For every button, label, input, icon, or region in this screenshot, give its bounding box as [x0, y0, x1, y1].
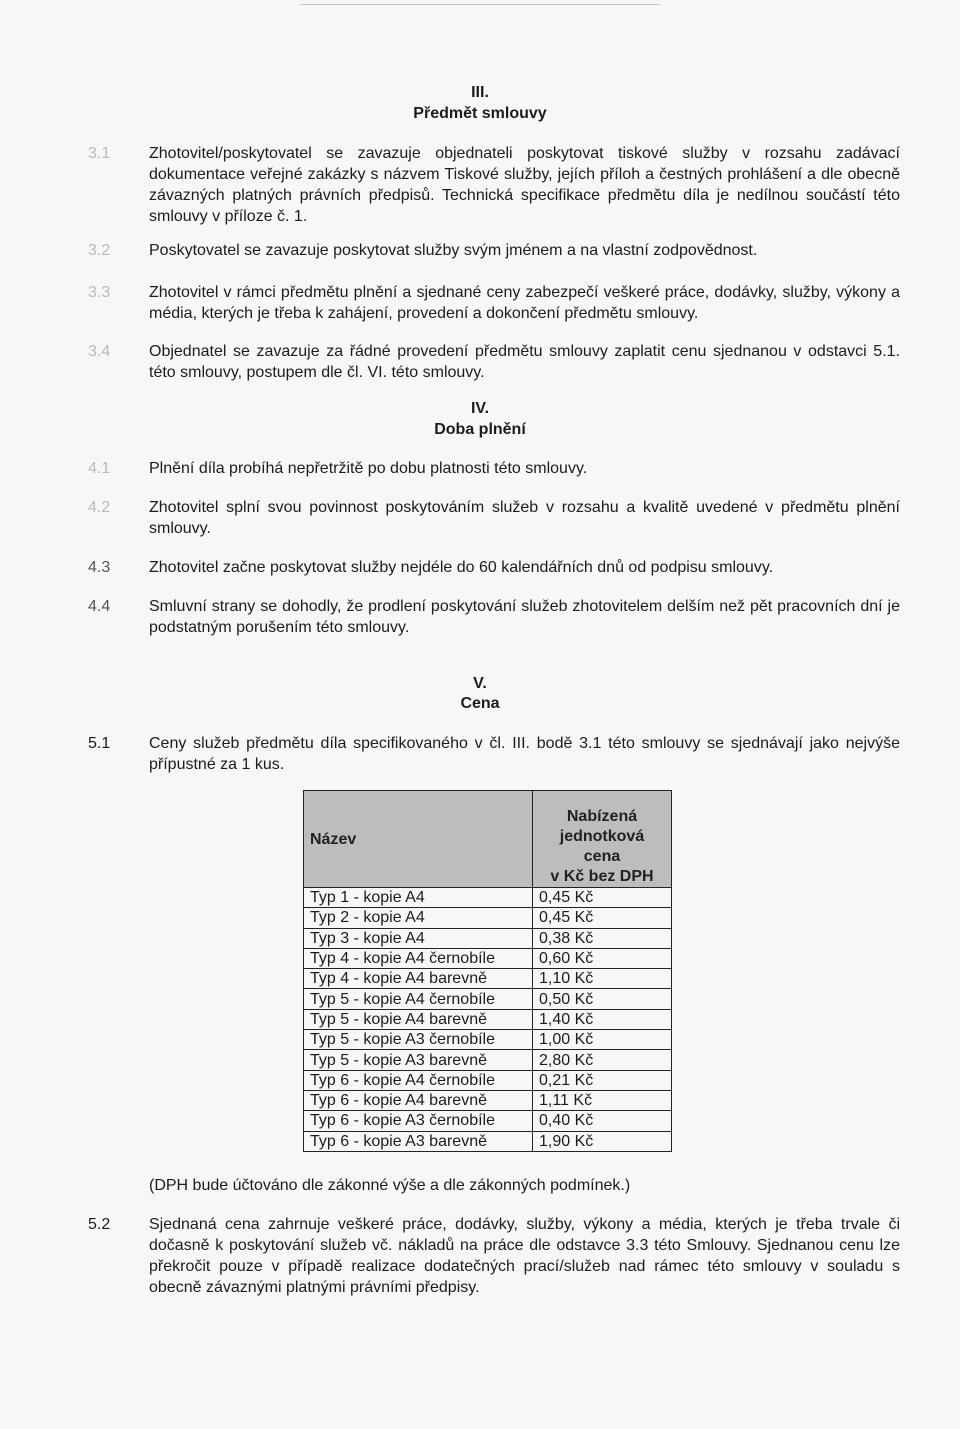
table-row — [304, 1050, 672, 1070]
clause-3-3 — [88, 282, 900, 324]
clause-4-1 — [88, 458, 900, 479]
clause-number: 3.2 — [88, 242, 111, 259]
row-price: 1,90 Kč — [533, 1131, 672, 1151]
row-name: Typ 2 - kopie A4 — [304, 908, 533, 928]
row-name: Typ 5 - kopie A3 černobíle — [304, 1030, 533, 1050]
clause-4-3 — [88, 557, 900, 578]
clause-text: Zhotovitel v rámci předmětu plnění a sjednané ceny zabezpečí veškeré práce, dodávky, služby, výkony a média, kterých je třeba k zahájení, provedení a dokončení předmětu smlouvy. — [149, 284, 900, 322]
clause-number: 4.4 — [88, 598, 111, 615]
clause-text: Zhotovitel splní svou povinnost poskytováním služeb v rozsahu a kvalitě uvedené v předmětu plnění smlouvy. — [149, 499, 900, 537]
row-name: Typ 6 - kopie A4 barevně — [304, 1090, 533, 1110]
vat-note: (DPH bude účtováno dle zákonné výše a dle zákonných podmínek.) — [149, 1177, 631, 1194]
clause-text: Plnění díla probíhá nepřetržitě po dobu platnosti této smlouvy. — [149, 460, 588, 477]
table-row — [304, 908, 672, 928]
row-name: Typ 5 - kopie A4 černobíle — [304, 989, 533, 1009]
clause-text: Sjednaná cena zahrnuje veškeré práce, dodávky, služby, výkony a média, kterých je třeba trvale či dočasně k poskytování služeb vč. nákladů na práce dle odstavce 3.3 této Smlouvy. Sjednanou cenu lze překročit pouze v případě realizace dodatečných prací/služeb nad rámec této smlouvy v souladu s obecně závaznými platnými právními předpisy. — [149, 1216, 900, 1296]
row-name: Typ 3 - kopie A4 — [304, 928, 533, 948]
header-price-line: v Kč bez DPH — [550, 868, 654, 885]
table-row — [304, 969, 672, 989]
header-price-line: Nabízená — [566, 808, 638, 825]
row-name: Typ 6 - kopie A3 barevně — [304, 1131, 533, 1151]
clause-text: Ceny služeb předmětu díla specifikovaného v čl. III. bodě 3.1 této smlouvy se sjednávají jako nejvýše přípustné za 1 kus. — [149, 735, 900, 773]
clause-5-2 — [88, 1214, 900, 1298]
clause-text: Objednatel se zavazuje za řádné provedení předmětu smlouvy zaplatit cenu sjednanou v odstavci 5.1. této smlouvy, postupem dle čl. VI. této smlouvy. — [149, 343, 900, 381]
row-price: 1,11 Kč — [533, 1090, 672, 1110]
row-price: 0,21 Kč — [533, 1070, 672, 1090]
row-price: 0,45 Kč — [533, 888, 672, 908]
header-name: Název — [304, 791, 533, 888]
clause-number: 4.1 — [88, 460, 111, 477]
table-row — [304, 1009, 672, 1029]
row-price: 0,38 Kč — [533, 928, 672, 948]
row-price: 1,10 Kč — [533, 969, 672, 989]
clause-number: 3.3 — [88, 284, 111, 301]
row-name: Typ 6 - kopie A4 černobíle — [304, 1070, 533, 1090]
header-price-line: cena — [583, 848, 621, 865]
header-price-line: jednotková — [559, 828, 645, 845]
price-table-header — [304, 791, 672, 888]
section-5-number: V. — [473, 675, 487, 692]
section-4-number: IV. — [470, 400, 490, 417]
section-5-title: Cena — [460, 695, 500, 712]
row-price: 0,60 Kč — [533, 948, 672, 968]
table-row — [304, 1090, 672, 1110]
table-row — [304, 1070, 672, 1090]
clause-text: Zhotovitel/poskytovatel se zavazuje objednateli poskytovat tiskové služby v rozsahu zadávací dokumentace veřejné zakázky s názvem Tiskové služby, jejích příloh a čestných prohlášení a dle obecně závazných platných právních předpisů. Technická specifikace předmětu díla je nedílnou součástí této smlouvy v příloze č. 1. — [149, 145, 900, 225]
section-3-number: III. — [471, 84, 489, 101]
clause-text: Poskytovatel se zavazuje poskytovat služby svým jménem a na vlastní zodpovědnost. — [149, 242, 758, 259]
row-price: 1,00 Kč — [533, 1030, 672, 1050]
clause-3-2 — [88, 240, 900, 261]
clause-5-1 — [88, 733, 900, 775]
table-row — [304, 888, 672, 908]
row-name: Typ 6 - kopie A3 černobíle — [304, 1111, 533, 1131]
table-row — [304, 1030, 672, 1050]
row-name: Typ 4 - kopie A4 černobíle — [304, 948, 533, 968]
clause-3-1 — [88, 143, 900, 227]
clause-number: 3.1 — [88, 145, 111, 162]
table-row — [304, 928, 672, 948]
row-price: 0,40 Kč — [533, 1111, 672, 1131]
row-price: 2,80 Kč — [533, 1050, 672, 1070]
clause-number: 5.2 — [88, 1216, 111, 1233]
row-price: 0,50 Kč — [533, 989, 672, 1009]
table-row — [304, 1111, 672, 1131]
price-table — [303, 790, 672, 1152]
clause-number: 3.4 — [88, 343, 111, 360]
clause-number: 4.3 — [88, 559, 111, 576]
top-rule — [300, 4, 660, 5]
clause-4-2 — [88, 497, 900, 539]
section-3-title: Předmět smlouvy — [413, 105, 547, 122]
section-4-title: Doba plnění — [434, 421, 526, 438]
clause-text: Zhotovitel začne poskytovat služby nejdéle do 60 kalendářních dnů od podpisu smlouvy. — [149, 559, 774, 576]
clause-text: Smluvní strany se dohodly, že prodlení poskytování služeb zhotovitelem delším než pět pracovních dní je podstatným porušením této smlouvy. — [149, 598, 900, 636]
clause-3-4 — [88, 341, 900, 383]
table-row — [304, 1131, 672, 1151]
clause-number: 5.1 — [88, 735, 111, 752]
row-price: 1,40 Kč — [533, 1009, 672, 1029]
clause-number: 4.2 — [88, 499, 111, 516]
row-name: Typ 1 - kopie A4 — [304, 888, 533, 908]
row-name: Typ 5 - kopie A4 barevně — [304, 1009, 533, 1029]
row-name: Typ 4 - kopie A4 barevně — [304, 969, 533, 989]
table-row — [304, 989, 672, 1009]
row-name: Typ 5 - kopie A3 barevně — [304, 1050, 533, 1070]
table-row — [304, 948, 672, 968]
row-price: 0,45 Kč — [533, 908, 672, 928]
clause-4-4 — [88, 596, 900, 638]
header-price — [533, 791, 672, 888]
